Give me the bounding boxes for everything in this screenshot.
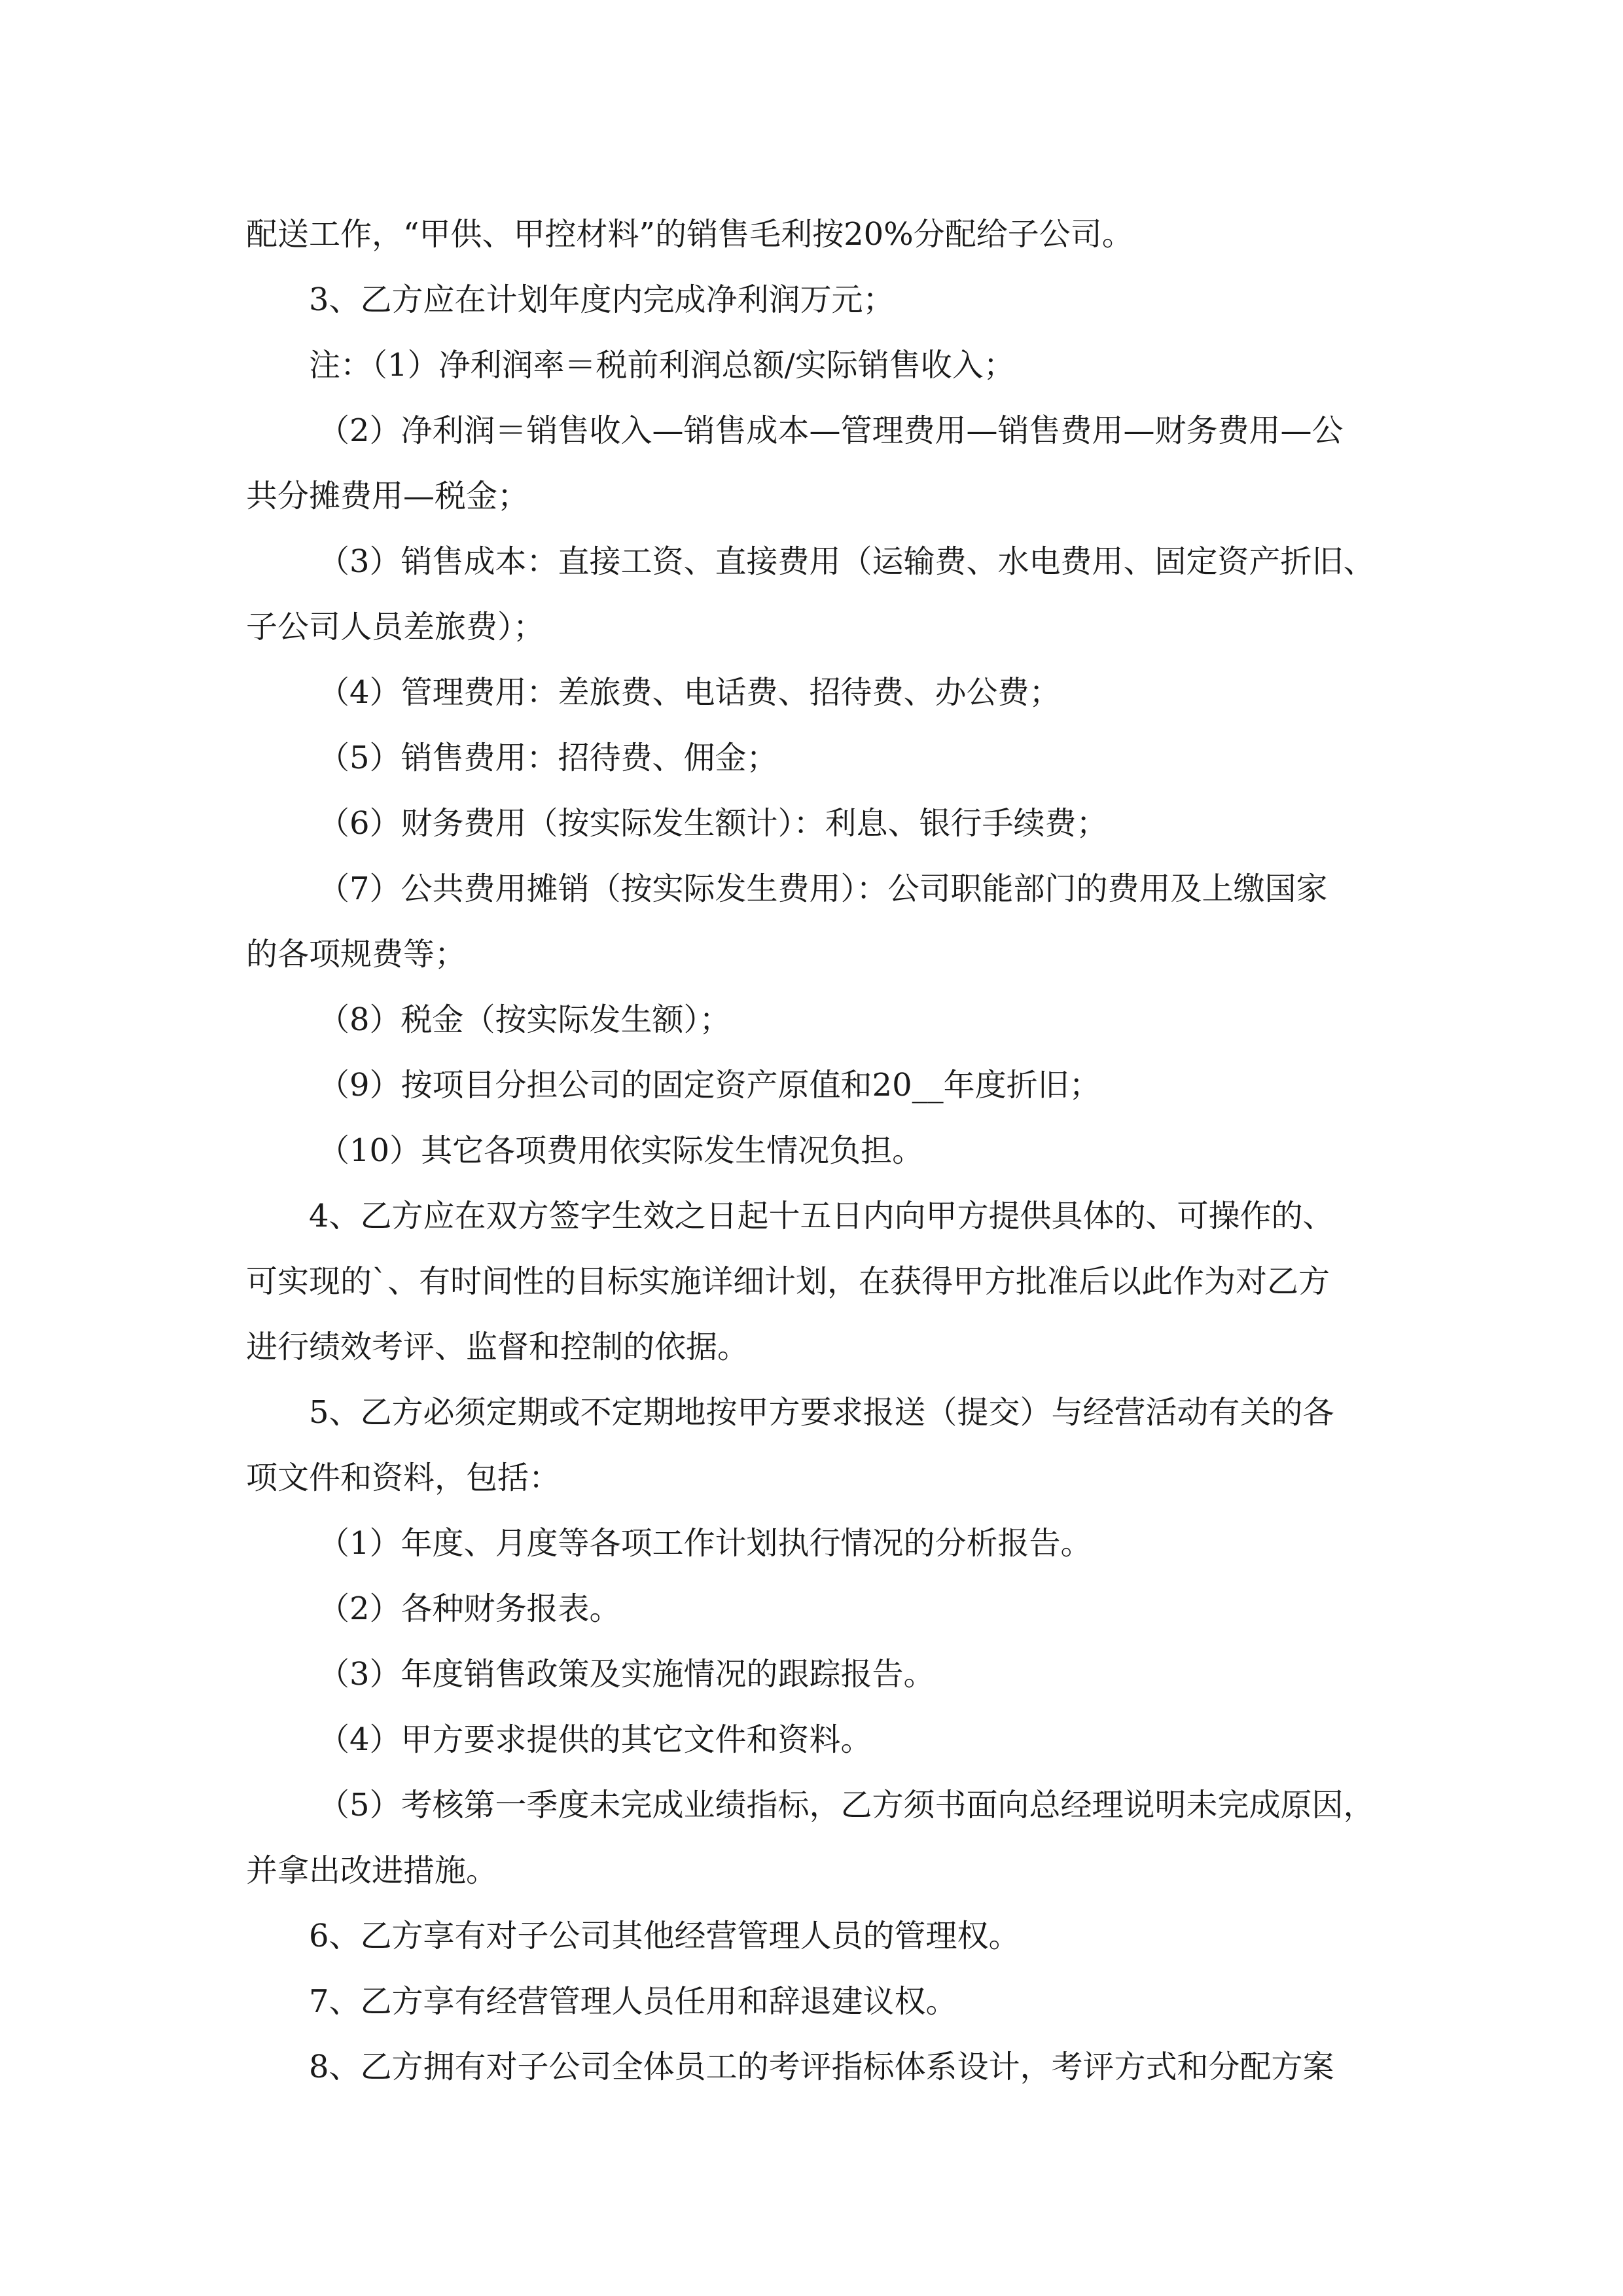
text-line: 注：（1）净利润率＝税前利润总额/实际销售收入；	[309, 347, 1015, 384]
text-line: 5、乙方必须定期或不定期地按甲方要求报送（提交）与经营活动有关的各	[309, 1394, 1334, 1431]
document-body	[246, 202, 1385, 2100]
text-line: 的各项规费等；	[246, 936, 467, 973]
text-line: 4、乙方应在双方签字生效之日起十五日内向甲方提供具体的、可操作的、	[309, 1198, 1334, 1234]
text-line: （1）年度、月度等各项工作计划执行情况的分析报告。	[318, 1525, 1092, 1562]
text-line: （9）按项目分担公司的固定资产原值和20__年度折旧；	[318, 1067, 1101, 1103]
text-line: （6）财务费用（按实际发生额计）：利息、银行手续费；	[318, 805, 1108, 842]
text-line: （5）考核第一季度未完成业绩指标，乙方须书面向总经理说明未完成原因，	[318, 1787, 1375, 1823]
text-line: 进行绩效考评、监督和控制的依据。	[246, 1329, 749, 1365]
text-line: （5）销售费用：招待费、佣金；	[318, 740, 778, 776]
text-line: 6、乙方享有对子公司其他经营管理人员的管理权。	[309, 1918, 1020, 1954]
text-line: 配送工作，“甲供、甲控材料”的销售毛利按20%分配给子公司。	[246, 216, 1133, 253]
text-line: 3、乙方应在计划年度内完成净利润万元；	[309, 281, 895, 318]
text-line: （2）净利润＝销售收入—销售成本—管理费用—销售费用—财务费用—公	[318, 412, 1344, 449]
text-line: 7、乙方享有经营管理人员任用和辞退建议权。	[309, 1983, 957, 2020]
text-line: 子公司人员差旅费）；	[246, 609, 545, 645]
text-line: 项文件和资料，包括：	[246, 1460, 561, 1496]
text-line: （8）税金（按实际发生额）；	[318, 1001, 731, 1038]
text-line: 并拿出改进措施。	[246, 1852, 498, 1889]
text-line: （3）销售成本：直接工资、直接费用（运输费、水电费用、固定资产折旧、	[318, 543, 1375, 580]
text-line: （7）公共费用摊销（按实际发生费用）：公司职能部门的费用及上缴国家	[318, 870, 1328, 907]
text-line: （10）其它各项费用依实际发生情况负担。	[318, 1132, 924, 1169]
text-line: 共分摊费用—税金；	[246, 478, 529, 514]
text-line: （3）年度销售政策及实施情况的跟踪报告。	[318, 1656, 935, 1693]
text-line: （2）各种财务报表。	[318, 1590, 621, 1627]
text-line: 可实现的`、有时间性的目标实施详细计划，在获得甲方批准后以此作为对乙方	[246, 1263, 1330, 1300]
text-line: 8、乙方拥有对子公司全体员工的考评指标体系设计，考评方式和分配方案	[309, 2049, 1334, 2085]
text-line: （4）管理费用：差旅费、电话费、招待费、办公费；	[318, 674, 1061, 711]
text-line: （4）甲方要求提供的其它文件和资料。	[318, 1721, 872, 1758]
